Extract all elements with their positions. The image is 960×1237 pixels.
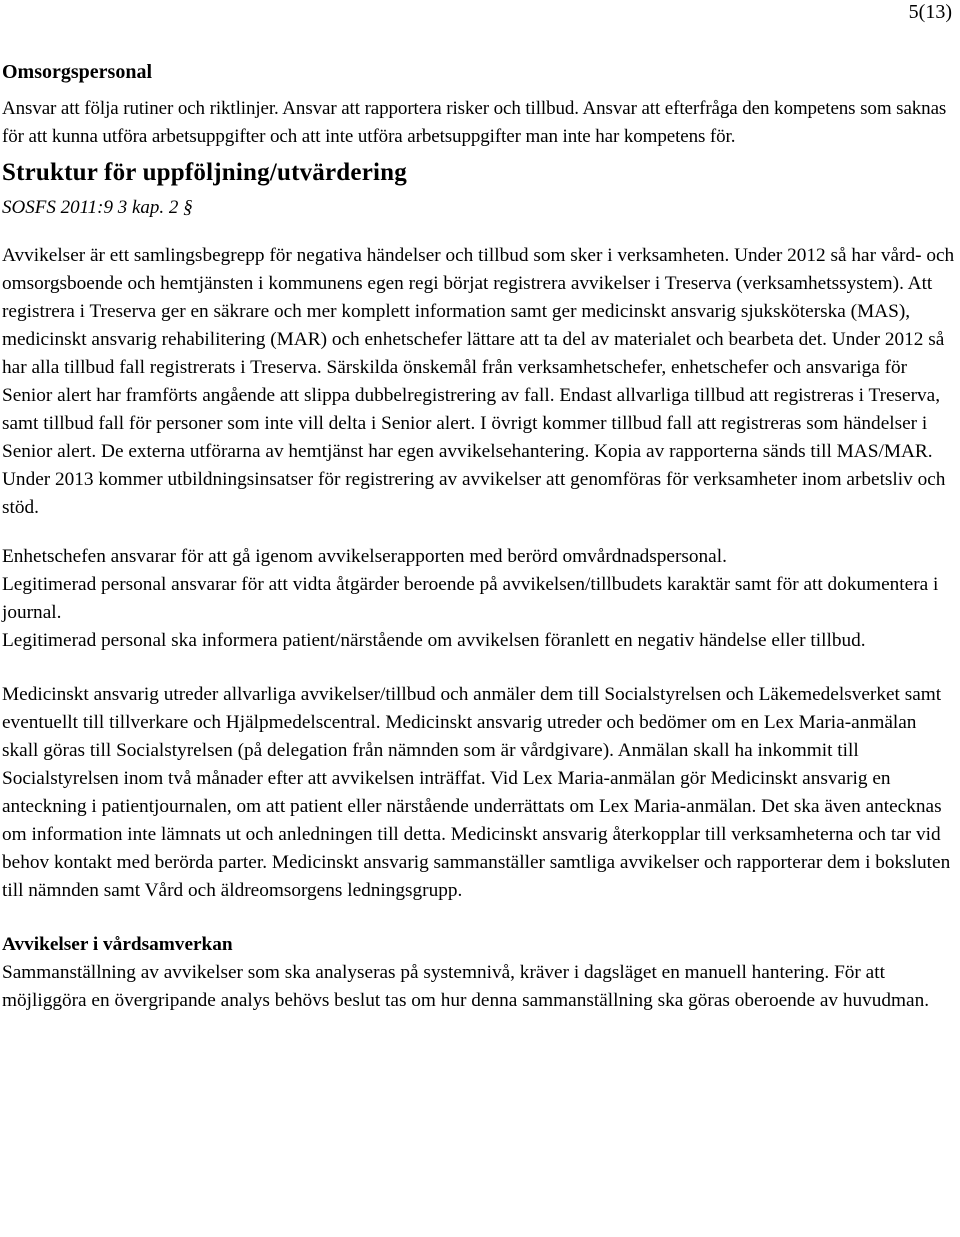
heading-omsorgspersonal: Omsorgspersonal	[2, 61, 152, 83]
heading-vardsamverkan: Avvikelser i vårdsamverkan	[2, 934, 233, 955]
document-body	[2, 58, 957, 1015]
page-number: 5(13)	[908, 1, 952, 23]
avvikelser-paragraph: Avvikelser är ett samlingsbegrepp för negativa händelser och tillbud som sker i verksamheten. Under 2012 så har vård- och omsorgsboende och hemtjänsten i kommunens egen regi börjat registrera avvikelser i Treserva (verksamhetssystem). Att registrera i Treserva ger en säkrare och mer komplett information samt ger medicinskt ansvarig sjuksköterska (MAS), medicinskt ansvarig rehabilitering (MAR) och enhetschefer lättare att ta del av materialet och bearbeta det. Under 2012 så har alla tillbud fall registrerats i Treserva. Särskilda önskemål från verksamhetschefer, enhetschefer och ansvariga för Senior alert har framförts angående att slippa dubbelregistrering av fall. Endast allvarliga tillbud att registreras i Treserva, samt tillbud fall för personer som inte vill delta i Senior alert. I övrigt kommer tillbud fall att registreras som händelser i Senior alert. De externa utförarna av hemtjänst har egen avvikelsehantering. Kopia av rapporterna sänds till MAS/MAR. Under 2013 kommer utbildningsinsatser för registrering av avvikelser att genomföras för verksamheter inom arbetsliv och stöd.	[2, 245, 955, 518]
medicinskt-ansvarig-paragraph: Medicinskt ansvarig utreder allvarliga avvikelser/tillbud och anmäler dem till Socialstyrelsen och Läkemedelsverket samt eventuellt till tillverkare och Hjälpmedelscentral. Medicinskt ansvarig utreder och bedömer om en Lex Maria-anmälan skall göras till Socialstyrelsen (på delegation från nämnden som är vårdgivare). Anmälan skall ha inkommit till Socialstyrelsen inom två månader efter att avvikelsen inträffat. Vid Lex Maria-anmälan gör Medicinskt ansvarig en anteckning i patientjournalen, om att patient eller närstående underrättats om Lex Maria-anmälan. Det ska även antecknas om information inte lämnats ut och anledningen till detta. Medicinskt ansvarig återkopplar till verksamheterna och tar vid behov kontakt med berörda parter. Medicinskt ansvarig sammanställer samtliga avvikelser och rapporterar dem i boksluten till nämnden samt Vård och äldreomsorgens ledningsgrupp.	[2, 684, 951, 901]
responsibility-paragraph	[2, 543, 957, 655]
responsibility-line: Enhetschefen ansvarar för att gå igenom avvikelserapporten med berörd omvårdnadspersonal.	[2, 546, 727, 567]
responsibility-line: Legitimerad personal ska informera patient/närstående om avvikelsen föranlett en negativ händelse eller tillbud.	[2, 630, 866, 651]
heading-struktur: Struktur för uppföljning/utvärdering	[2, 159, 407, 186]
responsibility-line: Legitimerad personal ansvarar för att vidta åtgärder beroende på avvikelsen/tillbudets karaktär samt för att dokumentera i journal.	[2, 574, 939, 623]
legal-reference: SOSFS 2011:9 3 kap. 2 §	[2, 197, 193, 218]
omsorgspersonal-text: Ansvar att följa rutiner och riktlinjer. Ansvar att rapportera risker och tillbud. Ansvar att efterfråga den kompetens som saknas för att kunna utföra arbetsuppgifter och att inte utföra arbetsuppgifter man inte har kompetens för.	[2, 98, 947, 147]
vardsamverkan-text: Sammanställning av avvikelser som ska analyseras på systemnivå, kräver i dagsläget en manuell hantering. För att möjliggöra en övergripande analys behövs beslut tas om hur denna sammanställning ska göras oberoende av huvudman.	[2, 962, 930, 1011]
